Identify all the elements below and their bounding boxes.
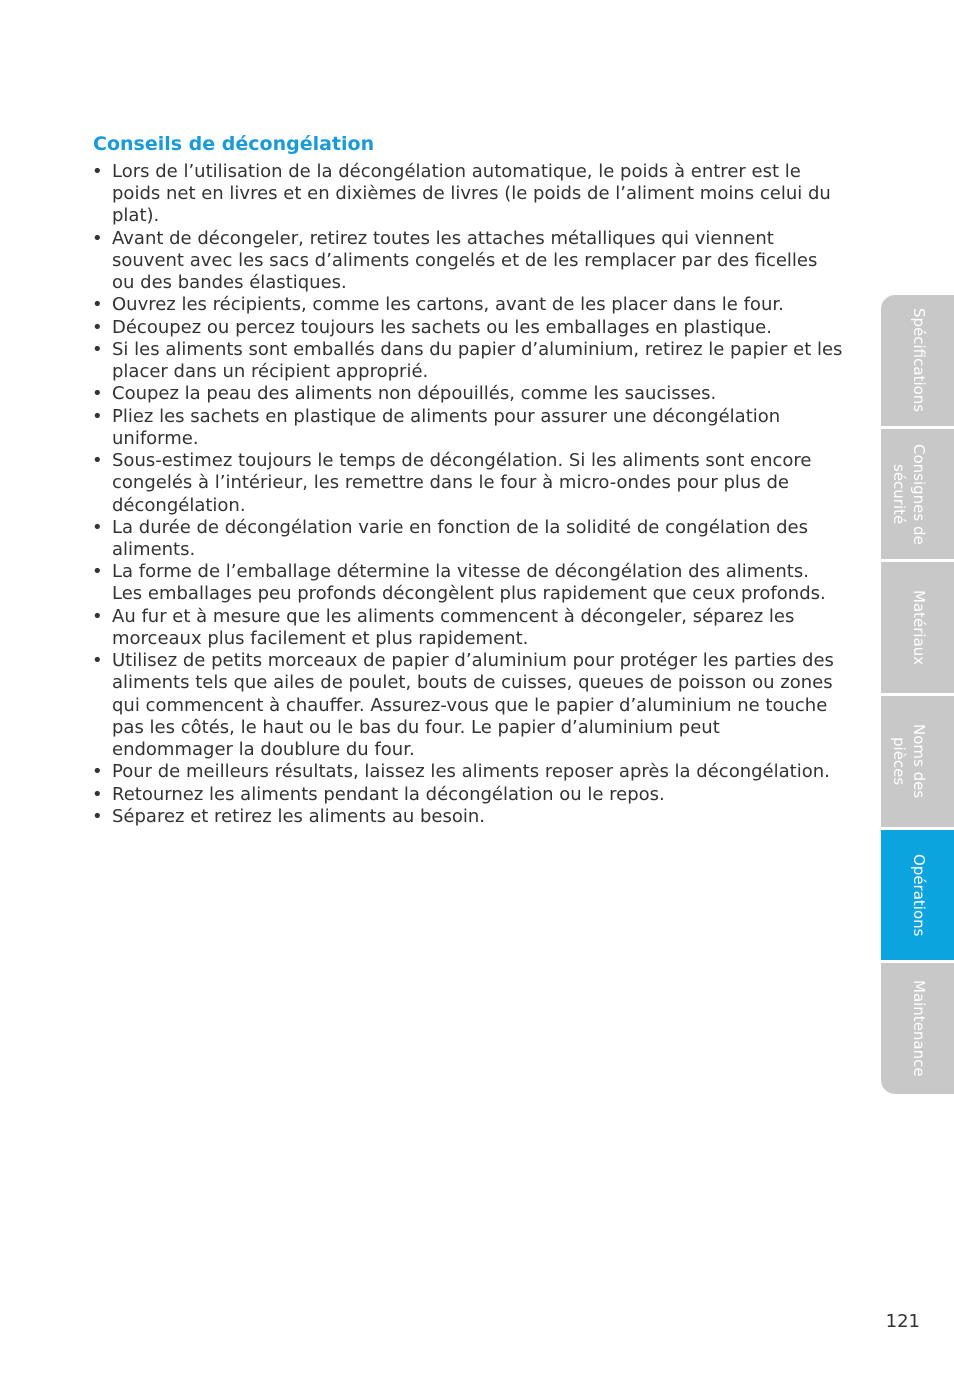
tab-label [909,830,929,961]
list-item [92,383,842,405]
bullet-marker: • [92,294,103,316]
bullet-line: Retournez les aliments pendant la décongélation ou le repos. [112,783,665,805]
bullet-line: aliments. [112,538,196,560]
bullet-line: qui commencent à chauffer. Assurez-vous que le papier d’aluminium ne touche [112,694,828,716]
tab-label [909,562,929,693]
bullet-line: aliments tels que ailes de poulet, bouts de cuisses, queues de poisson ou zones [112,672,833,694]
bullet-line: poids net en livres et en dixièmes de livres (le poids de l’aliment moins celui du [112,183,831,205]
tab-materials[interactable] [881,562,954,693]
tab-label [909,963,929,1094]
bullet-marker: • [92,516,103,538]
bullet-marker: • [92,161,103,182]
tab-part-names[interactable] [881,696,954,827]
list-item [92,761,842,783]
tab-label [889,429,929,560]
bullet-marker: • [92,227,103,249]
bullet-line: Lors de l’utilisation de la décongélation automatique, le poids à entrer est le [112,161,801,182]
bullet-line: La forme de l’emballage détermine la vitesse de décongélation des aliments. [112,561,809,583]
tab-label [909,295,929,426]
bullet-line: morceaux plus facilement et plus rapidement. [112,627,529,649]
bullet-line: Utilisez de petits morceaux de papier d’aluminium pour protéger les parties des [112,650,834,672]
list-item [92,406,842,450]
list-item [92,806,842,828]
bullet-line: Les emballages peu profonds décongèlent plus rapidement que ceux profonds. [112,583,826,605]
tab-operations[interactable] [881,830,954,961]
bullet-marker: • [92,805,103,827]
bullet-line: pas les côtés, le haut ou le bas du four. Le papier d’aluminium peut [112,716,720,738]
bullet-line: plat). [112,205,160,227]
bullet-marker: • [92,383,103,405]
page-number: 121 [885,1311,920,1332]
bullet-line: Découpez ou percez toujours les sachets ou les emballages en plastique. [112,316,772,338]
bullet-marker: • [92,316,103,338]
bullet-line: Séparez et retirez les aliments au besoin. [112,805,486,827]
tab-maintenance[interactable] [881,963,954,1094]
list-item [92,161,842,228]
list-item [92,606,842,650]
bullet-marker: • [92,338,103,360]
bullet-line: Sous-estimez toujours le temps de décongélation. Si les aliments sont encore [112,450,812,472]
tips-list [92,161,842,828]
bullet-line: Pliez les sachets en plastique de aliments pour assurer une décongélation [112,405,781,427]
list-item [92,294,842,316]
list-item [92,650,842,761]
section-tabs [881,295,954,1094]
bullet-marker: • [92,650,103,672]
bullet-marker: • [92,405,103,427]
bullet-line: endommager la doublure du four. [112,739,415,761]
tab-label-line: Consignes de [910,443,928,545]
tab-label-line: Maintenance [910,980,928,1077]
bullet-line: décongélation. [112,494,246,516]
tab-label-line: Noms des [910,724,928,799]
bullet-marker: • [92,561,103,583]
tab-safety-instructions[interactable] [881,429,954,560]
bullet-line: ou des bandes élastiques. [112,272,347,294]
tab-label [889,696,929,827]
tab-label-line: pièces [890,737,908,786]
section-title: Conseils de décongélation [93,133,375,155]
bullet-line: Si les aliments sont emballés dans du papier d’aluminium, retirez le papier et les [112,338,843,360]
bullet-marker: • [92,783,103,805]
list-item [92,561,842,605]
bullet-line: Pour de meilleurs résultats, laissez les aliments reposer après la décongélation. [112,761,830,783]
bullet-line: congelés à l’intérieur, les remettre dans le four à micro-ondes pour plus de [112,472,789,494]
list-item [92,450,842,517]
bullet-line: placer dans un récipient approprié. [112,361,429,383]
bullet-line: Avant de décongeler, retirez toutes les attaches métalliques qui viennent [112,227,774,249]
bullet-line: La durée de décongélation varie en fonction de la solidité de congélation des [112,516,808,538]
list-item [92,784,842,806]
bullet-line: Coupez la peau des aliments non dépouillés, comme les saucisses. [112,383,717,405]
bullet-marker: • [92,605,103,627]
list-item [92,339,842,383]
tab-label-line: Opérations [910,853,928,937]
list-item [92,317,842,339]
bullet-marker: • [92,761,103,783]
tab-specifications[interactable] [881,295,954,426]
tab-label-line: Matériaux [910,590,928,666]
bullet-line: souvent avec les sacs d’aliments congelés et de les remplacer par des ficelles [112,249,818,271]
bullet-line: uniforme. [112,427,199,449]
bullet-line: Au fur et à mesure que les aliments commencent à décongeler, séparez les [112,605,795,627]
bullet-line: Ouvrez les récipients, comme les cartons, avant de les placer dans le four. [112,294,784,316]
tab-label-line: Spécifications [910,308,928,413]
list-item [92,228,842,295]
bullet-marker: • [92,450,103,472]
list-item [92,517,842,561]
tab-label-line: sécurité [890,463,908,525]
